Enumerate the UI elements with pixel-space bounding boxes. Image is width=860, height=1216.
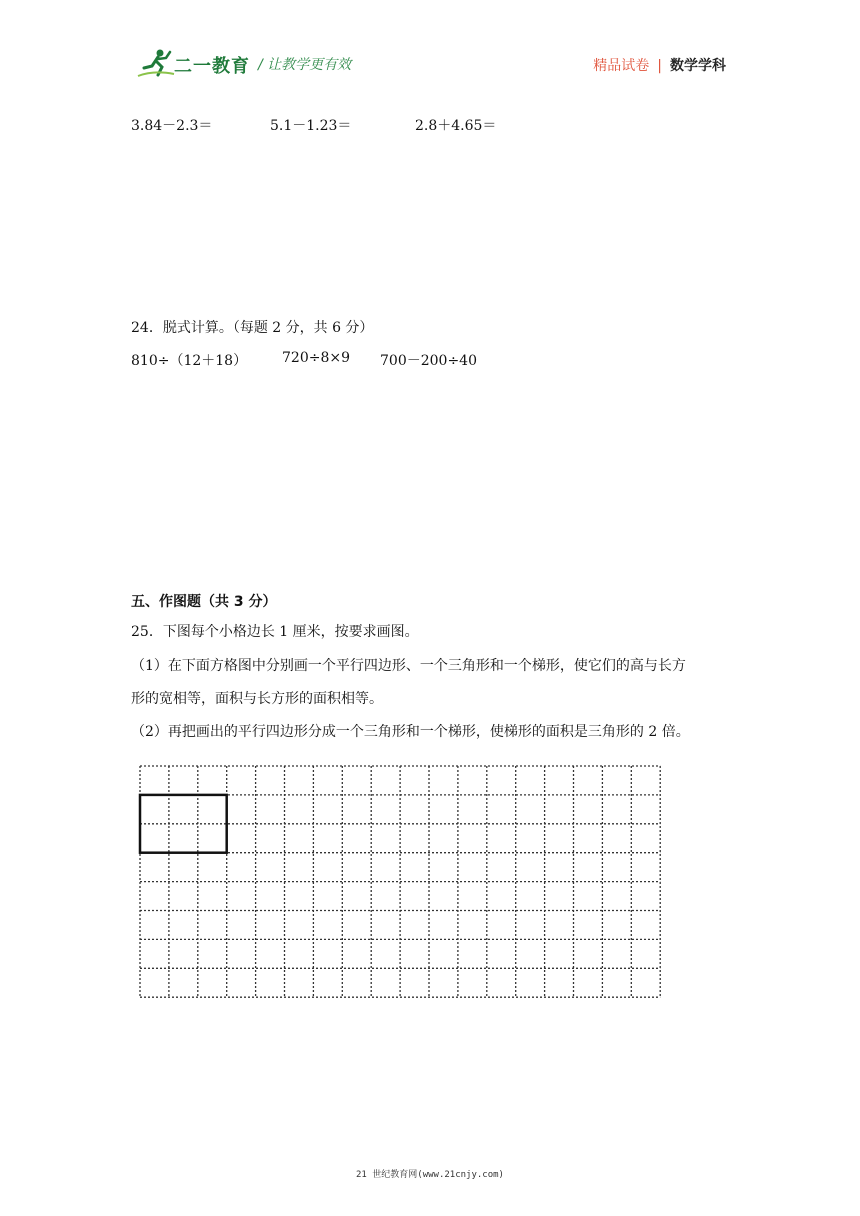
logo-text: 二一教育 [174, 56, 250, 77]
q24-item-3: 700－200÷40 [380, 353, 477, 369]
header-subject [593, 55, 726, 75]
header-label: 精品试卷 [593, 58, 650, 74]
slogan: / 让教学更有效 [258, 57, 352, 73]
calc-item-2: 5.1－1.23＝ [270, 118, 352, 134]
q24-title: 24．脱式计算。（每题 2 分，共 6 分） [131, 320, 374, 336]
q25-part2: （2）再把画出的平行四边形分成一个三角形和一个梯形，使梯形的面积是三角形的 2 倍。 [131, 724, 690, 740]
q25-part1-line2: 形的宽相等，面积与长方形的面积相等。 [131, 691, 383, 707]
q25-part1-line1: （1）在下面方格图中分别画一个平行四边形、一个三角形和一个梯形，使它们的高与长方 [131, 658, 686, 674]
header-separator: | [657, 58, 662, 74]
q24-item-2: 720÷8×9 [282, 350, 350, 366]
footer-source: 21 世纪教育网(www.21cnjy.com) [356, 1170, 504, 1180]
dotted-grid [136, 764, 664, 1000]
q24-item-1: 810÷（12＋18） [131, 353, 248, 369]
q25-title: 25．下图每个小格边长 1 厘米，按要求画图。 [131, 624, 419, 640]
calc-item-1: 3.84－2.3＝ [131, 118, 213, 134]
runner-logo-icon [136, 48, 176, 80]
calc-item-3: 2.8＋4.65＝ [415, 118, 497, 134]
header-subject-label: 数学学科 [670, 58, 726, 74]
section-title: 五、作图题（共 3 分） [131, 594, 277, 610]
